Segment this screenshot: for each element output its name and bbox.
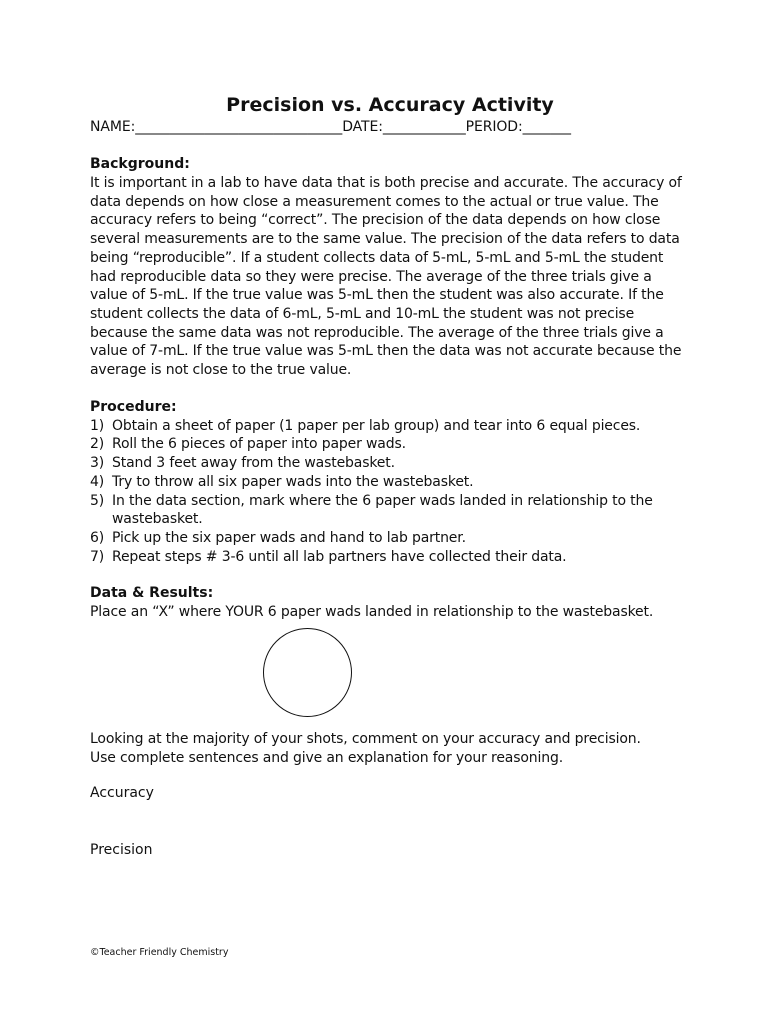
page-title: Precision vs. Accuracy Activity [226,94,554,116]
precision-label: Precision [90,842,153,859]
procedure-list [90,417,690,567]
step-text: Obtain a sheet of paper (1 paper per lab group) and tear into 6 equal pieces. [112,417,641,434]
background-heading: Background: [90,156,190,172]
procedure-heading: Procedure: [90,398,177,415]
reflection-prompt-line2: Use complete sentences and give an explanation for your reasoning. [90,749,564,766]
student-info-line: NAME:______________________________DATE:____________PERIOD:_______ [90,119,571,135]
accuracy-label: Accuracy [90,785,154,802]
procedure-step [90,435,690,454]
procedure-step [90,417,690,436]
background-text: It is important in a lab to have data that is both precise and accurate. The accuracy of data depends on how close a measurement comes to the actual or true value. The accuracy refers to being “correct”. The precision of the data depends on how close several measurements are to the same value. The precision of the data refers to data being “reproducible”. If a student collects data of 5-mL, 5-mL and 5-mL the student had reproducible data so they were precise. The average of the three trials give a value of 5-mL. If the true value was 5-mL then the student was also accurate. If the student collects the data of 6-mL, 5-mL and 10-mL the student was not precise because the same data was not reproducible. The average of the three trials give a value of 7-mL. If the true value was 5-mL then the data was not accurate because the average is not close to the true value. [90,175,682,379]
step-number: 6) [90,529,105,546]
step-number: 2) [90,436,105,453]
step-text: Repeat steps # 3-6 until all lab partners have collected their data. [112,548,567,565]
reflection-prompt-line1: Looking at the majority of your shots, comment on your accuracy and precision. [90,731,641,748]
procedure-step [90,492,690,529]
procedure-step [90,548,690,567]
step-number: 7) [90,548,105,565]
step-text: Pick up the six paper wads and hand to lab partner. [112,529,466,546]
step-text: Stand 3 feet away from the wastebasket. [112,455,395,472]
wastebasket-diagram [90,626,690,730]
worksheet-page [90,92,690,860]
procedure-step [90,454,690,473]
step-number: 5) [90,492,105,509]
step-text: Roll the 6 pieces of paper into paper wads. [112,436,406,453]
step-text: Try to throw all six paper wads into the wastebasket. [112,473,474,490]
procedure-step [90,529,690,548]
data-results-heading: Data & Results: [90,585,214,602]
data-results-instruction: Place an “X” where YOUR 6 paper wads landed in relationship to the wastebasket. [90,604,654,621]
wastebasket-circle[interactable] [263,628,352,717]
step-number: 1) [90,417,105,434]
step-number: 3) [90,455,105,472]
footer-credit: ©Teacher Friendly Chemistry [90,947,229,958]
procedure-step [90,473,690,492]
step-number: 4) [90,473,105,490]
step-text: In the data section, mark where the 6 paper wads landed in relationship to the wastebasket. [112,492,653,528]
